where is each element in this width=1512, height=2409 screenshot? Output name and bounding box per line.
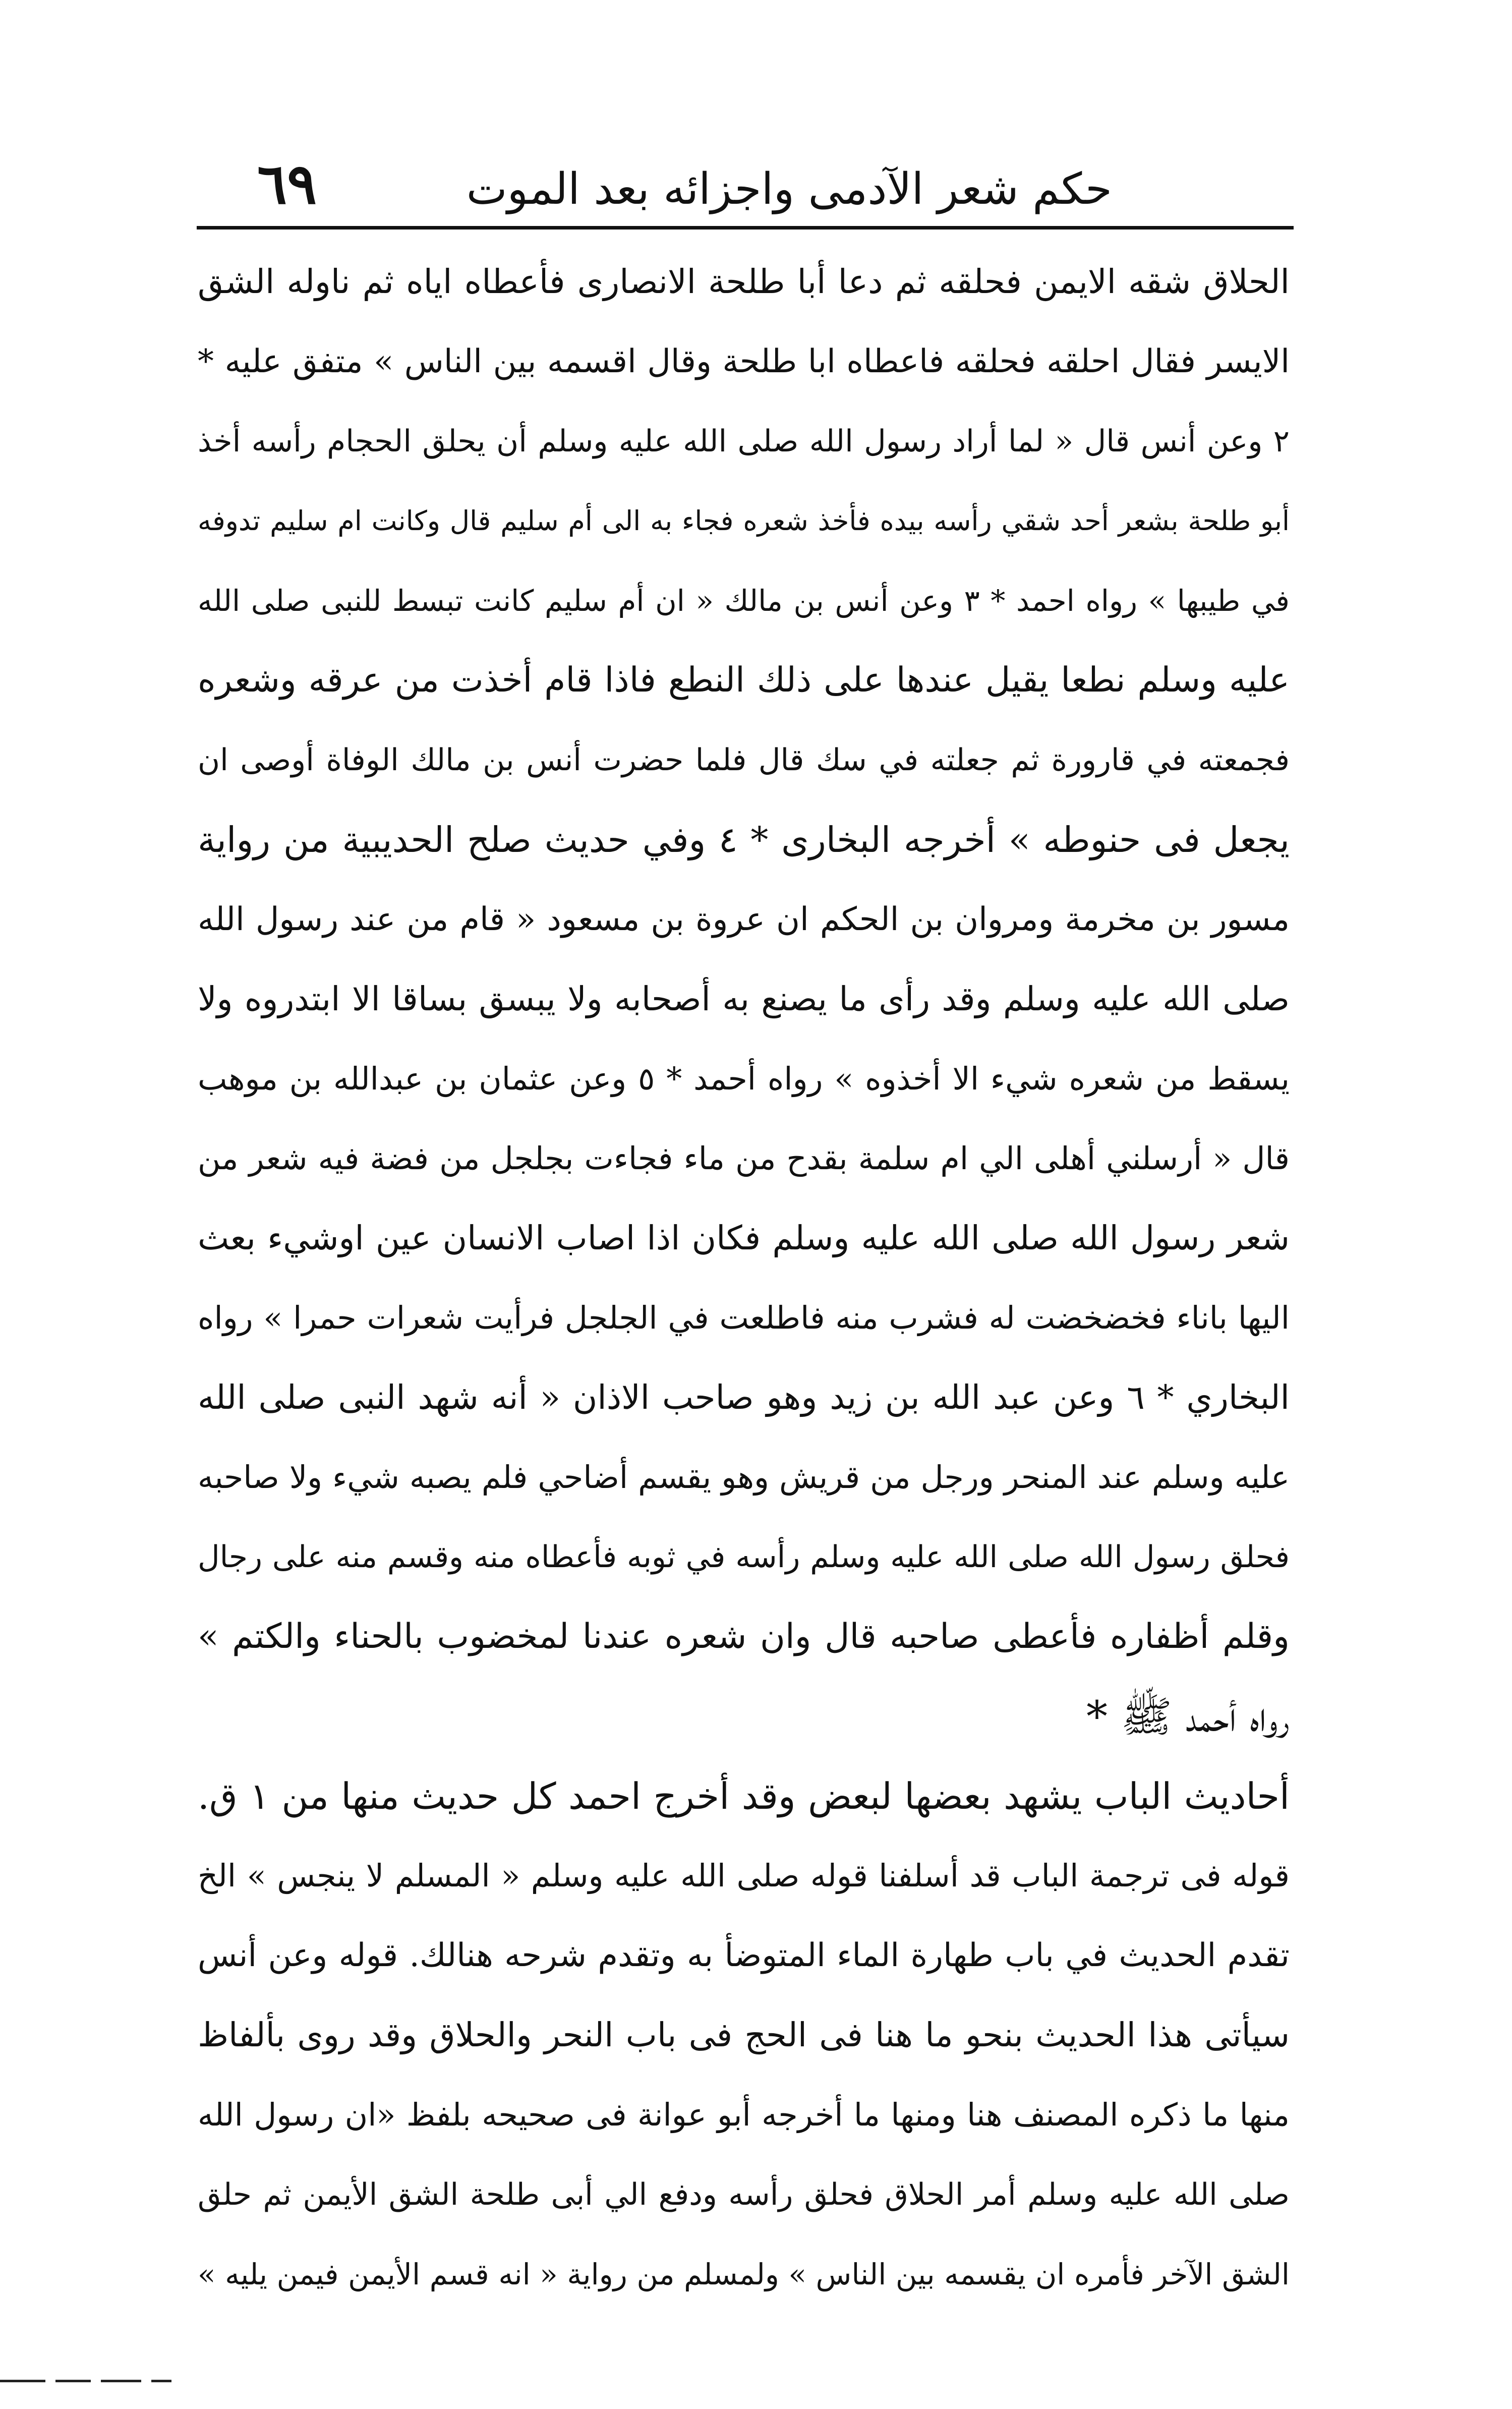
text-line: الحلاق شقه الايمن فحلقه ثم دعا أبا طلحة الانصارى فأعطاه اياه ثم ناوله الشق xyxy=(198,262,1290,301)
text-line: صلى الله عليه وسلم وقد رأى ما يصنع به أصحابه ولا يبسق بساقا الا ابتدروه ولا xyxy=(198,980,1290,1018)
scan-edge-marks xyxy=(0,2380,182,2385)
text-line: قال « أرسلني أهلى الي ام سلمة بقدح من ماء فجاءت بجلجل من فضة فيه شعر من xyxy=(198,1140,1290,1177)
running-title: حكم شعر الآدمى واجزائه بعد الموت xyxy=(466,164,1112,214)
commentary-line: تقدم الحديث في باب طهارة الماء المتوضأ به وتقدم شرحه هنالك. قوله وعن أنس xyxy=(198,1937,1290,1974)
body-text xyxy=(198,242,1290,2314)
text-line: البخاري * ٦ وعن عبد الله بن زيد وهو صاحب الاذان « أنه شهد النبى صلى الله xyxy=(198,1378,1290,1417)
commentary-line: أحاديث الباب يشهد بعضها لبعض وقد أخرج احمد كل حديث منها من ١ ق. xyxy=(198,1775,1290,1817)
commentary-line: صلى الله عليه وسلم أمر الحلاق فحلق رأسه ودفع الي أبى طلحة الشق الأيمن ثم حلق xyxy=(198,2177,1290,2212)
page-number: ٦٩ xyxy=(257,151,317,216)
text-line: اليها باناء فخضخضت له فشرب منه فاطلعت في الجلجل فرأيت شعرات حمرا » رواه xyxy=(198,1299,1290,1336)
text-line: فحلق رسول الله صلى الله عليه وسلم رأسه في ثوبه فأعطاه منه وقسم منه على رجال xyxy=(198,1539,1290,1575)
text-line: يسقط من شعره شيء الا أخذوه » رواه أحمد * ٥ وعن عثمان بن عبدالله بن موهب xyxy=(198,1060,1290,1097)
commentary-line: منها ما ذكره المصنف هنا ومنها ما أخرجه أبو عوانة فى صحيحه بلفظ «ان رسول الله xyxy=(198,2096,1290,2133)
text-line: في طيبها » رواه احمد * ٣ وعن أنس بن مالك « ان أم سليم كانت تبسط للنبى صلى الله xyxy=(198,584,1290,618)
text-line: فجمعته في قارورة ثم جعلته في سك قال فلما حضرت أنس بن مالك الوفاة أوصى ان xyxy=(198,742,1290,778)
commentary-line: قوله فى ترجمة الباب قد أسلفنا قوله صلى الله عليه وسلم « المسلم لا ينجس » الخ xyxy=(198,1857,1290,1894)
text-line: رواه أحمد ﷺ * xyxy=(1086,1692,1290,1741)
text-line: ٢ وعن أنس قال « لما أراد رسول الله صلى الله عليه وسلم أن يحلق الحجام رأسه أخذ xyxy=(198,424,1290,459)
text-line: يجعل فى حنوطه » أخرجه البخارى * ٤ وفي حديث صلح الحديبية من رواية xyxy=(198,819,1290,861)
commentary-line: سيأتى هذا الحديث بنحو ما هنا فى الحج فى باب النحر والحلاق وقد روى بألفاظ xyxy=(198,2016,1290,2054)
text-line: مسور بن مخرمة ومروان بن الحكم ان عروة بن مسعود « قام من عند رسول الله xyxy=(198,901,1290,938)
header-rule xyxy=(197,226,1294,230)
text-line: الايسر فقال احلقه فحلقه فاعطاه ابا طلحة وقال اقسمه بين الناس » متفق عليه * xyxy=(198,343,1290,380)
text-line: وقلم أظفاره فأعطى صاحبه قال وان شعره عندنا لمخضوب بالحناء والكتم » xyxy=(198,1617,1290,1656)
text-line: أبو طلحة بشعر أحد شقي رأسه بيده فأخذ شعره فجاء به الى أم سليم قال وكانت ام سليم تدوفه xyxy=(198,505,1290,537)
text-line: عليه وسلم عند المنحر ورجل من قريش وهو يقسم أضاحي فلم يصبه شيء ولا صاحبه xyxy=(198,1459,1290,1496)
commentary-line: الشق الآخر فأمره ان يقسمه بين الناس » ولمسلم من رواية « انه قسم الأيمن فيمن يليه » xyxy=(198,2257,1290,2291)
text-line: عليه وسلم نطعا يقيل عندها على ذلك النطع فاذا قام أخذت من عرقه وشعره xyxy=(198,660,1290,700)
page-header xyxy=(197,151,1294,227)
text-line: شعر رسول الله صلى الله عليه وسلم فكان اذا اصاب الانسان عين اوشيء بعث xyxy=(198,1219,1290,1257)
